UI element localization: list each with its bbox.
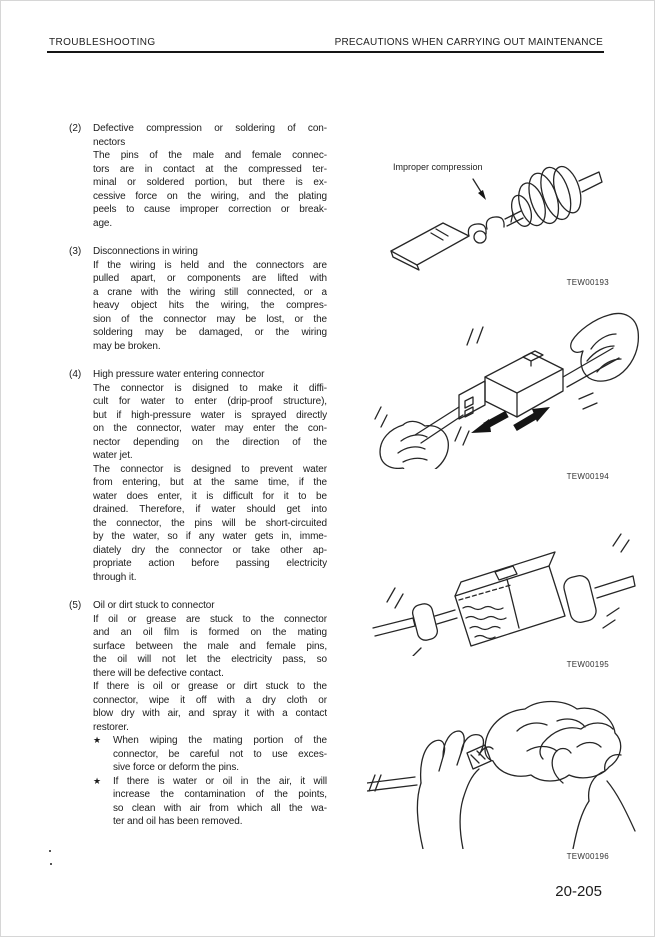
text-line: heavy object hits the wiring, the compres- bbox=[93, 300, 327, 311]
scan-artifact-dot bbox=[50, 863, 52, 865]
figure-caption: TEW00193 bbox=[566, 278, 609, 287]
text-line: If the wiring is held and the connectors are bbox=[93, 259, 327, 271]
text-line: the oil will not let the electricity pass, so bbox=[93, 654, 327, 665]
star-bullet-marker: ★ bbox=[93, 775, 102, 786]
text-line: drained. Therefore, if water should get into bbox=[93, 504, 327, 515]
text-line: the connector, the pins will be short-circuited bbox=[93, 517, 327, 529]
text-line: pulled apart, or components are lifted with bbox=[93, 273, 327, 284]
text-line: The pins of the male and female connec- bbox=[93, 150, 327, 161]
page-number: 20-205 bbox=[555, 883, 602, 900]
figure-pulling-connector bbox=[373, 303, 641, 469]
text-line: Oil or dirt stuck to connector bbox=[93, 600, 215, 611]
header-rule bbox=[47, 51, 604, 53]
text-line: sion of the connector may be lost, or the bbox=[93, 313, 327, 325]
section-number: (5) bbox=[69, 600, 82, 611]
text-line: but if high-pressure water is sprayed directly bbox=[93, 409, 327, 421]
text-line: so clean with air from which all the wa- bbox=[113, 802, 327, 814]
text-line: Defective compression or soldering of con- bbox=[93, 123, 327, 134]
text-line: surface between the male and female pins, bbox=[93, 640, 327, 652]
text-line: peels to cause improper correction or break- bbox=[93, 204, 327, 215]
star-bullet-marker: ★ bbox=[93, 735, 102, 745]
text-line: by the water, so if any water gets in, imme- bbox=[93, 531, 327, 542]
section-item bbox=[69, 368, 331, 584]
text-line: may be broken. bbox=[93, 340, 161, 352]
section-number: (2) bbox=[69, 123, 82, 134]
text-line: water does enter, it is difficult for it to be bbox=[93, 490, 327, 502]
section-body bbox=[93, 599, 327, 829]
figure-wiping-connector bbox=[367, 691, 643, 849]
section-number: (4) bbox=[69, 369, 82, 380]
figure-caption: TEW00196 bbox=[566, 852, 609, 861]
section-item bbox=[69, 599, 331, 829]
text-line: connector, be careful not to use exces- bbox=[113, 748, 327, 760]
figure-improper-compression bbox=[379, 153, 641, 271]
text-line: Disconnections in wiring bbox=[93, 246, 198, 257]
text-line: minal or soldered portion, but there is ex- bbox=[93, 177, 327, 188]
scan-artifact-dot bbox=[49, 850, 51, 852]
text-line: ter and oil has been removed. bbox=[113, 816, 243, 827]
text-line: cult for water to enter (drip-proof structure), bbox=[93, 396, 327, 407]
bullet-item bbox=[93, 734, 327, 775]
text-line: If there is oil or grease or dirt stuck to the bbox=[93, 681, 327, 692]
text-line: The connector is disigned to make it diffi- bbox=[93, 382, 327, 394]
text-line: nector depending on the direction of the bbox=[93, 436, 327, 448]
text-line: increase the contamination of the points, bbox=[113, 789, 327, 800]
figure-caption: TEW00194 bbox=[566, 472, 609, 481]
figure-caption: TEW00195 bbox=[566, 660, 609, 669]
section-body bbox=[93, 245, 327, 353]
section-item bbox=[69, 245, 331, 353]
bullet-lines bbox=[113, 734, 327, 775]
text-line: restorer. bbox=[93, 721, 129, 733]
section-body bbox=[93, 368, 327, 584]
water-connector-drawing-icon bbox=[367, 506, 643, 656]
text-line: High pressure water entering connector bbox=[93, 369, 265, 380]
text-line: a crane with the wiring still connected, or a bbox=[93, 286, 327, 298]
section-number: (3) bbox=[69, 246, 82, 257]
text-line: age. bbox=[93, 217, 113, 229]
text-line: When wiping the mating portion of the bbox=[113, 735, 327, 746]
text-line: from entering, but at the same time, if the bbox=[93, 477, 327, 488]
text-line: If there is water or oil in the air, it will bbox=[113, 775, 327, 787]
figure-water-in-connector bbox=[367, 506, 643, 656]
text-line: soldering may be damaged, or the wiring bbox=[93, 327, 327, 338]
text-line: If oil or grease are stuck to the connector bbox=[93, 613, 327, 625]
pulling-hands-drawing-icon bbox=[373, 303, 641, 469]
text-line: sive force or deform the pins. bbox=[113, 762, 239, 773]
figure-callout-label: Improper compression bbox=[393, 162, 483, 172]
header-section-title: TROUBLESHOOTING bbox=[49, 37, 156, 48]
text-line: nectors bbox=[93, 136, 126, 148]
wiping-hands-drawing-icon bbox=[367, 691, 643, 849]
bullet-item bbox=[93, 775, 327, 829]
header-chapter-title: PRECAUTIONS WHEN CARRYING OUT MAINTENANCE bbox=[334, 37, 603, 48]
text-line: tors are in contact at the compressed ter- bbox=[93, 163, 327, 175]
text-line: cessive force on the wiring, and the plating bbox=[93, 190, 327, 202]
text-line: blow dry with air, and spray it with a contact bbox=[93, 708, 327, 719]
sections-container bbox=[69, 122, 331, 844]
text-line: The connector is designed to prevent water bbox=[93, 463, 327, 475]
bullet-lines bbox=[113, 775, 327, 829]
text-line: on the connector, water may enter the con- bbox=[93, 423, 327, 434]
text-line: and an oil film is formed on the mating bbox=[93, 627, 327, 638]
section-item bbox=[69, 122, 331, 230]
text-line: through it. bbox=[93, 571, 137, 583]
text-line: water jet. bbox=[93, 450, 133, 461]
text-line: propriate action before passing electricity bbox=[93, 558, 327, 569]
text-line: connector, wipe it off with a dry cloth or bbox=[93, 694, 327, 706]
text-line: diately dry the connector or take other ap- bbox=[93, 544, 327, 556]
text-line: there will be defective contact. bbox=[93, 667, 224, 679]
section-body bbox=[93, 122, 327, 230]
